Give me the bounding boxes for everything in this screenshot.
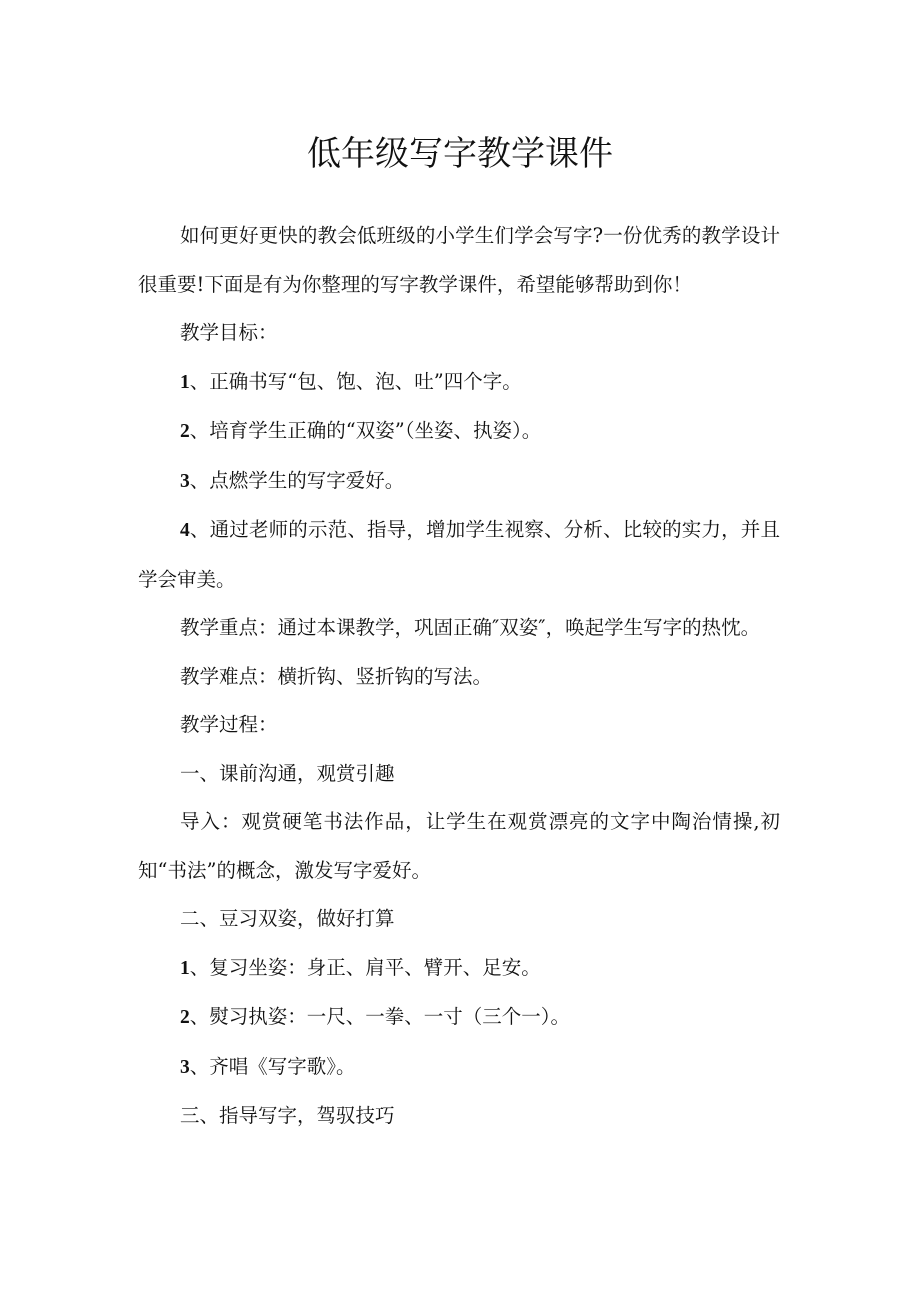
paragraph xyxy=(138,506,780,604)
paragraph xyxy=(138,653,780,702)
paragraph-text: 、复习坐姿：身正、肩平、臂开、足安。 xyxy=(189,955,541,979)
document-title: 低年级写字教学课件 xyxy=(307,134,613,174)
paragraph-text: 三、指导写字，驾驭技巧 xyxy=(180,1104,395,1127)
paragraph-text: 、培育学生正确的“双姿”（坐姿、执姿）。 xyxy=(189,419,542,442)
paragraph-text: 教学目标： xyxy=(180,321,278,344)
paragraph-text: 导入：观赏硬笔书法作品，让学生在观赏漂亮的文字中陶治情操,初知“书法”的概念，激发写字爱好。 xyxy=(138,810,780,882)
paragraph-text: 教学难点：横折钩、竖折钩的写法。 xyxy=(180,664,493,688)
paragraph xyxy=(138,358,780,408)
paragraph xyxy=(138,407,780,457)
paragraph xyxy=(138,309,780,358)
list-number: 1 xyxy=(180,957,190,979)
document-body xyxy=(138,212,780,1141)
list-number: 2 xyxy=(180,1007,190,1028)
paragraph xyxy=(138,895,780,944)
paragraph-text: 、齐唱《写字歌》。 xyxy=(189,1054,356,1078)
paragraph-text: 二、豆习双姿，做好打算 xyxy=(180,907,395,930)
paragraph-text: 、正确书写“包、饱、泡、吐”四个字。 xyxy=(189,369,522,393)
paragraph xyxy=(138,798,780,895)
list-number: 3 xyxy=(180,1056,190,1078)
paragraph xyxy=(138,604,780,653)
list-number: 3 xyxy=(180,470,190,492)
paragraph xyxy=(138,1043,780,1093)
paragraph-text: 如何更好更快的教会低班级的小学生们学会写字?一份优秀的教学设计很重要!下面是有为你整理的写字教学课件，希望能够帮助到你！ xyxy=(138,224,780,296)
list-number: 1 xyxy=(180,371,190,393)
paragraph xyxy=(138,457,780,507)
paragraph xyxy=(138,993,780,1043)
list-number: 2 xyxy=(180,421,190,442)
paragraph-text: 、点燃学生的写字爱好。 xyxy=(189,468,405,492)
paragraph-text: 一、课前沟通，观赏引趣 xyxy=(180,761,395,785)
paragraph xyxy=(138,944,780,994)
paragraph-text: 、通过老师的示范、指导，增加学生视察、分析、比较的实力，并且学会审美。 xyxy=(138,518,780,591)
paragraph xyxy=(138,750,780,799)
paragraph-text: 教学过程： xyxy=(180,713,278,736)
list-number: 4 xyxy=(180,520,190,541)
paragraph xyxy=(138,1092,780,1141)
paragraph xyxy=(138,701,780,750)
paragraph-text: 教学重点：通过本课教学，巩固正确″双姿″，唤起学生写字的热忱。 xyxy=(180,616,761,639)
paragraph-text: 、熨习执姿：一尺、一拳、一寸（三个一）。 xyxy=(189,1005,571,1028)
paragraph xyxy=(138,212,780,309)
